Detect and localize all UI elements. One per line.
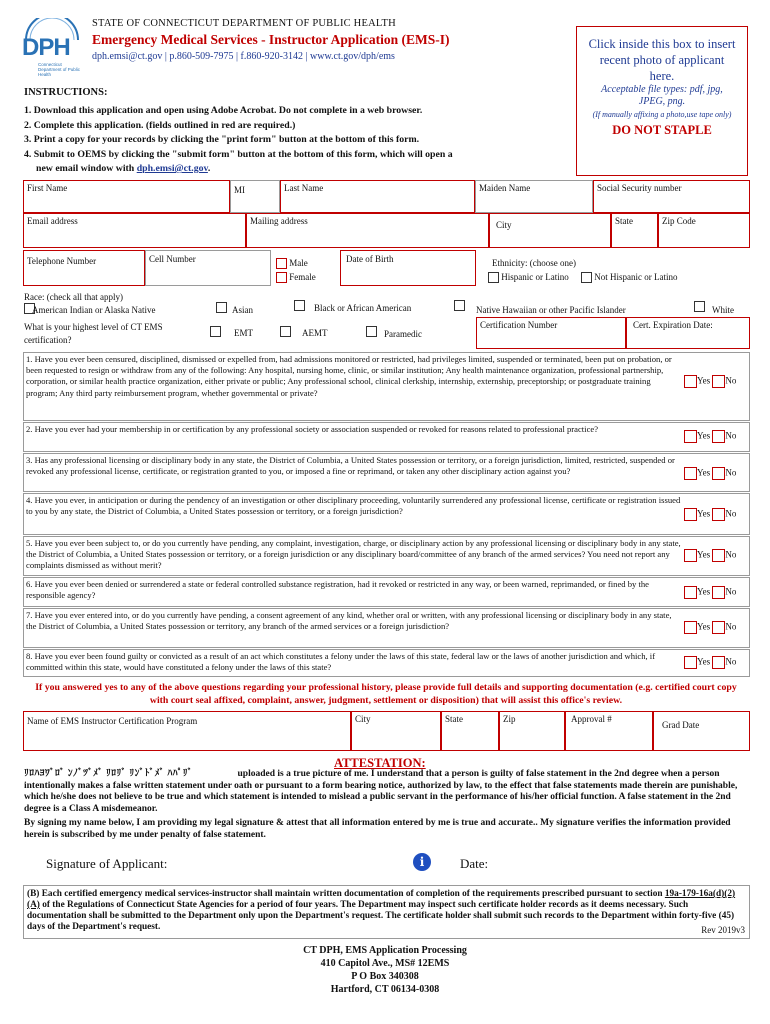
instruction-3: 3. Print a copy for your records by clicking the "print form" button at the bottom of this form.	[24, 134, 420, 145]
instruction-1: 1. Download this application and open using Adobe Acrobat. Do not complete in a web browser.	[24, 105, 423, 116]
question-6: 6. Have you ever been denied or surrendered a state or federal controlled substance registration, had it revoked or restricted in any way, or been warned, reprimanded, or fined by the responsible agency? Yes No	[23, 577, 750, 607]
dph-logo	[20, 18, 84, 78]
mailing-address-block	[200, 944, 570, 996]
form-title: Emergency Medical Services - Instructor Application (EMS-I)	[92, 32, 450, 47]
records-note: (B) Each certified emergency medical services-instructor shall maintain written documentation of completion of the requirements prescribed pursuant to section 19a-179-16a(d)(2)(A) of the Regulations of Connecticut State Agencies for a period of four years. The Department may inspect such certificate holder records as it deems necessary. Such documentation shall be submitted to the Department only upon the Department's request. The certificate holder shall submit such records to the Department within forty-five (45) days of the Department's request. Rev 2019v3	[23, 885, 750, 939]
question-5-text: 5. Have you ever been subject to, or do you currently have pending, any complaint, investigation, charge, or disciplinary action by any professional licensing or disciplinary body in any state, the District of Columbia, a United States possession or territory, or a foreign jurisdiction or any disciplinary board/committee of any branch of the armed services? You need not report any complaints dismissed as without merit?	[26, 538, 681, 571]
q7-yes-checkbox[interactable]	[684, 621, 697, 634]
not-hispanic-checkbox[interactable]	[581, 272, 592, 283]
race-black-label: Black or African American	[314, 303, 412, 313]
race-asian-label: Asian	[232, 305, 253, 315]
state-field[interactable]: State	[611, 213, 658, 248]
ethnicity-label: Ethnicity: (choose one)	[492, 258, 576, 268]
q5-no-checkbox[interactable]	[712, 549, 725, 562]
race-hawaiian-checkbox[interactable]	[454, 300, 465, 311]
question-8: 8. Have you ever been found guilty or convicted as a result of an act which constitutes a felony under the laws of this state, federal law or the laws of another jurisdiction and which, if committed within this state, would have constituted a felony under the laws of this state? Yes No	[23, 649, 750, 677]
q8-yes-checkbox[interactable]	[684, 656, 697, 669]
photo-box[interactable]	[576, 26, 748, 176]
city-field[interactable]: City	[489, 213, 611, 248]
maiden-name-field[interactable]: Maiden Name	[475, 180, 593, 213]
attestation-heading: ATTESTATION:	[334, 756, 426, 770]
race-white-checkbox[interactable]	[694, 301, 705, 312]
question-7-text: 7. Have you ever entered into, or do you currently have pending, a consent agreement of any kind, whether oral or written, with any professional licensing or disciplinary body in any state, the District of Columbia, a United States possession or territory, any branch of the armed services or a foreign jurisdiction?	[26, 610, 672, 632]
program-state-field[interactable]: State	[441, 711, 499, 751]
race-black-checkbox[interactable]	[294, 300, 305, 311]
question-1: 1. Have you ever been censured, disciplined, dismissed or expelled from, had admissions monitored or restricted, had privileges limited, suspended or terminated, been put on probation, or been requested to resign or withdraw from any of the following: Any hospital, nursing home, clinic, or similar institution; Any health maintenance organization, professional partnership, corporation, or similar health practice organization, either private or public; Any professional school, clinical clerkship, internship, externship, preceptorship; or postgraduate training program; Any third party reimbursement program, whether governmental or private? Yes No	[23, 352, 750, 421]
telephone-field[interactable]: Telephone Number	[23, 250, 145, 286]
cert-number-field[interactable]: Certification Number	[476, 317, 626, 349]
q5-yes-checkbox[interactable]	[684, 549, 697, 562]
q4-no-checkbox[interactable]	[712, 508, 725, 521]
q2-no-checkbox[interactable]	[712, 430, 725, 443]
cert-exp-field[interactable]: Cert. Expiration Date:	[626, 317, 750, 349]
email-field[interactable]: Email address	[23, 213, 246, 248]
approval-number-field[interactable]: Approval #	[565, 711, 653, 751]
contact-web[interactable]: www.ct.gov/dph/ems	[310, 51, 395, 62]
address-line-4: Hartford, CT 06134-0308	[330, 984, 440, 995]
contact-fax: f.860-920-3142	[240, 51, 304, 62]
attestation-paragraph-1: ﾘﾛﾊﾖﾜﾞﾛﾞ ﾝﾉﾞﾂﾞﾒﾞ ﾘﾛﾘﾞ ﾘﾝﾞﾄﾞﾒﾞ ﾊﾊﾟﾘﾞ uploaded is a true picture of me. I understand that a person is guilty of false statement in the 2nd degree when a person intentionally makes a false written statement under oath or pursuant to a form bearing notice, authorized by law, to the effect that false statements made therein are punishable, which he/she does not believe to be true and which statement is intended to mislead a public servant in the performance of his/her official function. A false statement in the 2nd degree is a Class A misdemeanor.	[24, 769, 738, 814]
question-2: 2. Have you ever had your membership in or certification by any professional society or association suspended or revoked for reasons related to professional practice? Yes No	[23, 422, 750, 452]
race-asian-checkbox[interactable]	[216, 302, 227, 313]
program-name-field[interactable]: Name of EMS Instructor Certification Program	[23, 711, 351, 751]
address-line-2: 410 Capitol Ave., MS# 12EMS	[320, 958, 450, 969]
grad-date-field[interactable]: Grad Date	[653, 711, 750, 751]
race-white-label: White	[712, 305, 734, 315]
photo-box-filetypes: Acceptable file types: pdf, jpg, JPEG, png.	[601, 84, 723, 107]
program-city-field[interactable]: City	[351, 711, 441, 751]
aemt-label: AEMT	[302, 328, 328, 338]
agency-name: STATE OF CONNECTICUT DEPARTMENT OF PUBLIC HEALTH	[92, 18, 396, 29]
gender-group	[276, 256, 316, 284]
race-native-american-label: American Indian or Alaska Native	[32, 305, 156, 315]
q6-yes-checkbox[interactable]	[684, 586, 697, 599]
instruction-2: 2. Complete this application. (fields outlined in red are required.)	[24, 119, 296, 131]
attestation-garbled-text: ﾘﾛﾊﾖﾜﾞﾛﾞ ﾝﾉﾞﾂﾞﾒﾞ ﾘﾛﾘﾞ ﾘﾝﾞﾄﾞﾒﾞ ﾊﾊﾟﾘﾞ	[24, 769, 193, 779]
photo-box-instruction: Click inside this box to insert recent photo of applicant here.	[588, 37, 736, 83]
attestation-paragraph-2: By signing my name below, I am providing my legal signature & attest that all information entered by me is true and accurate.. My signature verifies the information provided herein is subscribed by me under penalty of false statement.	[24, 818, 731, 840]
mailing-address-field[interactable]: Mailing address	[246, 213, 489, 248]
question-3-text: 3. Has any professional licensing or disciplinary body in any state, the District of Columbia, a United States possession or territory, or a foreign jurisdiction, limited, restricted, suspended or revoked any professional license, certificate, or registration granted to you, or imposed a fine or reprimand, or taken any other disciplinary action against you?	[26, 455, 675, 477]
signature-label: Signature of Applicant:	[46, 856, 168, 871]
ssn-field[interactable]: Social Security number	[593, 180, 750, 213]
male-label: Male	[289, 258, 308, 268]
signature-info-icon[interactable]: i	[413, 853, 431, 871]
paramedic-checkbox[interactable]	[366, 326, 377, 337]
question-7: 7. Have you ever entered into, or do you currently have pending, a consent agreement of any kind, whether oral or written, with any professional licensing or disciplinary body in any state, the District of Columbia, a United States possession or territory, any branch of the armed services or a foreign jurisdiction? Yes No	[23, 608, 750, 648]
q3-no-checkbox[interactable]	[712, 467, 725, 480]
contact-phone: p.860-509-7975	[169, 51, 234, 62]
aemt-checkbox[interactable]	[280, 326, 291, 337]
instruction-4b: new email window with	[36, 163, 135, 174]
question-3: 3. Has any professional licensing or disciplinary body in any state, the District of Columbia, a United States possession or territory, or a foreign jurisdiction, limited, restricted, suspended or revoked any professional license, certificate, or registration granted to you, or imposed a fine or reprimand, or taken any other disciplinary action against you? Yes No	[23, 453, 750, 492]
revision-label: Rev 2019v3	[701, 925, 745, 935]
female-label: Female	[289, 272, 316, 282]
regulation-link[interactable]: 19a-179-16a(d)(2)(A)	[27, 889, 736, 910]
contact-email[interactable]: dph.emsi@ct.gov	[92, 51, 163, 62]
photo-box-tape-note: (If manually affixing a photo,use tape only)	[592, 110, 732, 119]
address-line-1: CT DPH, EMS Application Processing	[303, 945, 467, 956]
last-name-field[interactable]: Last Name	[280, 180, 475, 213]
question-4-text: 4. Have you ever, in anticipation or during the pendency of an investigation or other disciplinary proceeding, voluntarily surrendered any professional license, certificate or registration issued to you by any state, the District of Columbia, a United States possession or territory, or a foreign jurisdiction?	[26, 495, 681, 517]
email-link[interactable]: dph.emsi@ct.gov	[136, 163, 208, 174]
female-checkbox[interactable]	[276, 272, 287, 283]
q1-no-checkbox[interactable]	[712, 375, 725, 388]
not-hispanic-label: Not Hispanic or Latino	[594, 272, 678, 282]
emt-checkbox[interactable]	[210, 326, 221, 337]
question-6-text: 6. Have you ever been denied or surrendered a state or federal controlled substance registration, had it revoked or restricted in any way, or been warned, reprimanded, or fined by the responsible agency?	[26, 579, 649, 601]
q4-yes-checkbox[interactable]	[684, 508, 697, 521]
q2-yes-checkbox[interactable]	[684, 430, 697, 443]
zip-field[interactable]: Zip Code	[658, 213, 750, 248]
race-hawaiian-label: Native Hawaiian or other Pacific Islander	[476, 305, 626, 315]
yes-notice: If you answered yes to any of the above questions regarding your professional history, please provide full details and supporting documentation (e.g. certified court copy with court seal affixed, complaint, answer, judgment, settlement or disposition) that will assist this office's review.	[35, 682, 737, 706]
mi-field[interactable]: MI	[230, 180, 280, 213]
address-line-3: P O Box 340308	[351, 971, 419, 982]
q8-no-checkbox[interactable]	[712, 656, 725, 669]
instructions-heading: INSTRUCTIONS:	[24, 87, 108, 98]
q6-no-checkbox[interactable]	[712, 586, 725, 599]
hispanic-label: Hispanic or Latino	[501, 272, 569, 282]
first-name-field[interactable]: First Name	[23, 180, 230, 213]
do-not-staple: DO NOT STAPLE	[612, 123, 712, 137]
q1-yes-checkbox[interactable]	[684, 375, 697, 388]
race-label: Race: (check all that apply)	[24, 292, 123, 302]
question-1-text: 1. Have you ever been censured, disciplined, dismissed or expelled from, had admissions monitored or restricted, had privileges limited, suspended or terminated, been put on probation, or been requested to resign or withdraw from any of the following: Any hospital, nursing home, clinic, or similar institution; Any health maintenance organization, professional partnership, corporation, or similar health practice organization, either private or public; Any professional school, clinical clerkship, internship, externship, preceptorship; or postgraduate training program; Any third party reimbursement program, whether governmental or private?	[26, 354, 672, 398]
emt-label: EMT	[234, 328, 253, 338]
instruction-4: 4. Submit to OEMS by clicking the "submit form" button at the bottom of this form, which will open a	[24, 148, 453, 160]
cert-level-question: What is your highest level of CT EMS certification?	[24, 322, 163, 345]
q3-yes-checkbox[interactable]	[684, 467, 697, 480]
q7-no-checkbox[interactable]	[712, 621, 725, 634]
paramedic-label: Paramedic	[384, 329, 422, 339]
question-5: 5. Have you ever been subject to, or do you currently have pending, any complaint, investigation, charge, or disciplinary action by any professional licensing or disciplinary body in any state, the District of Columbia, a United States possession or territory, or a foreign jurisdiction or any disciplinary board/committee of any branch of the armed services? You need not report any complaints dismissed as without merit? Yes No	[23, 536, 750, 576]
contact-line: dph.emsi@ct.gov | p.860-509-7975 | f.860-920-3142 | www.ct.gov/dph/ems	[92, 51, 395, 62]
question-2-text: 2. Have you ever had your membership in or certification by any professional society or association suspended or revoked for reasons related to professional practice?	[26, 424, 599, 434]
instructions-list: 1. Download this application and open using Adobe Acrobat. Do not complete in a web browser. 2. Complete this application. (fields outlined in red are required.) 3. Print a copy for your records by clicking the "print form" button at the bottom of this form. 4. Submit to OEMS by clicking the "submit form" button at the bottom of this form, which will open a new email window with dph.emsi@ct.gov.	[24, 104, 564, 177]
date-label: Date:	[460, 856, 489, 871]
ethnicity-group	[488, 256, 677, 284]
cell-field[interactable]: Cell Number	[145, 250, 271, 286]
hispanic-checkbox[interactable]	[488, 272, 499, 283]
logo-text: DPH	[22, 34, 70, 61]
question-4: 4. Have you ever, in anticipation or during the pendency of an investigation or other disciplinary proceeding, voluntarily surrendered any professional license, certificate or registration issued to you by any state, the District of Columbia, a United States possession or territory, or a foreign jurisdiction? Yes No	[23, 493, 750, 535]
program-zip-field[interactable]: Zip	[499, 711, 565, 751]
question-8-text: 8. Have you ever been found guilty or convicted as a result of an act which constitutes a felony under the laws of this state, federal law or the laws of another jurisdiction and which, if committed within this state, would have constituted a felony under the laws of this state?	[26, 651, 656, 673]
dob-field[interactable]: Date of Birth	[340, 250, 476, 286]
logo-subtext: Connecticut Department of Public Health	[38, 62, 81, 77]
male-checkbox[interactable]	[276, 258, 287, 269]
